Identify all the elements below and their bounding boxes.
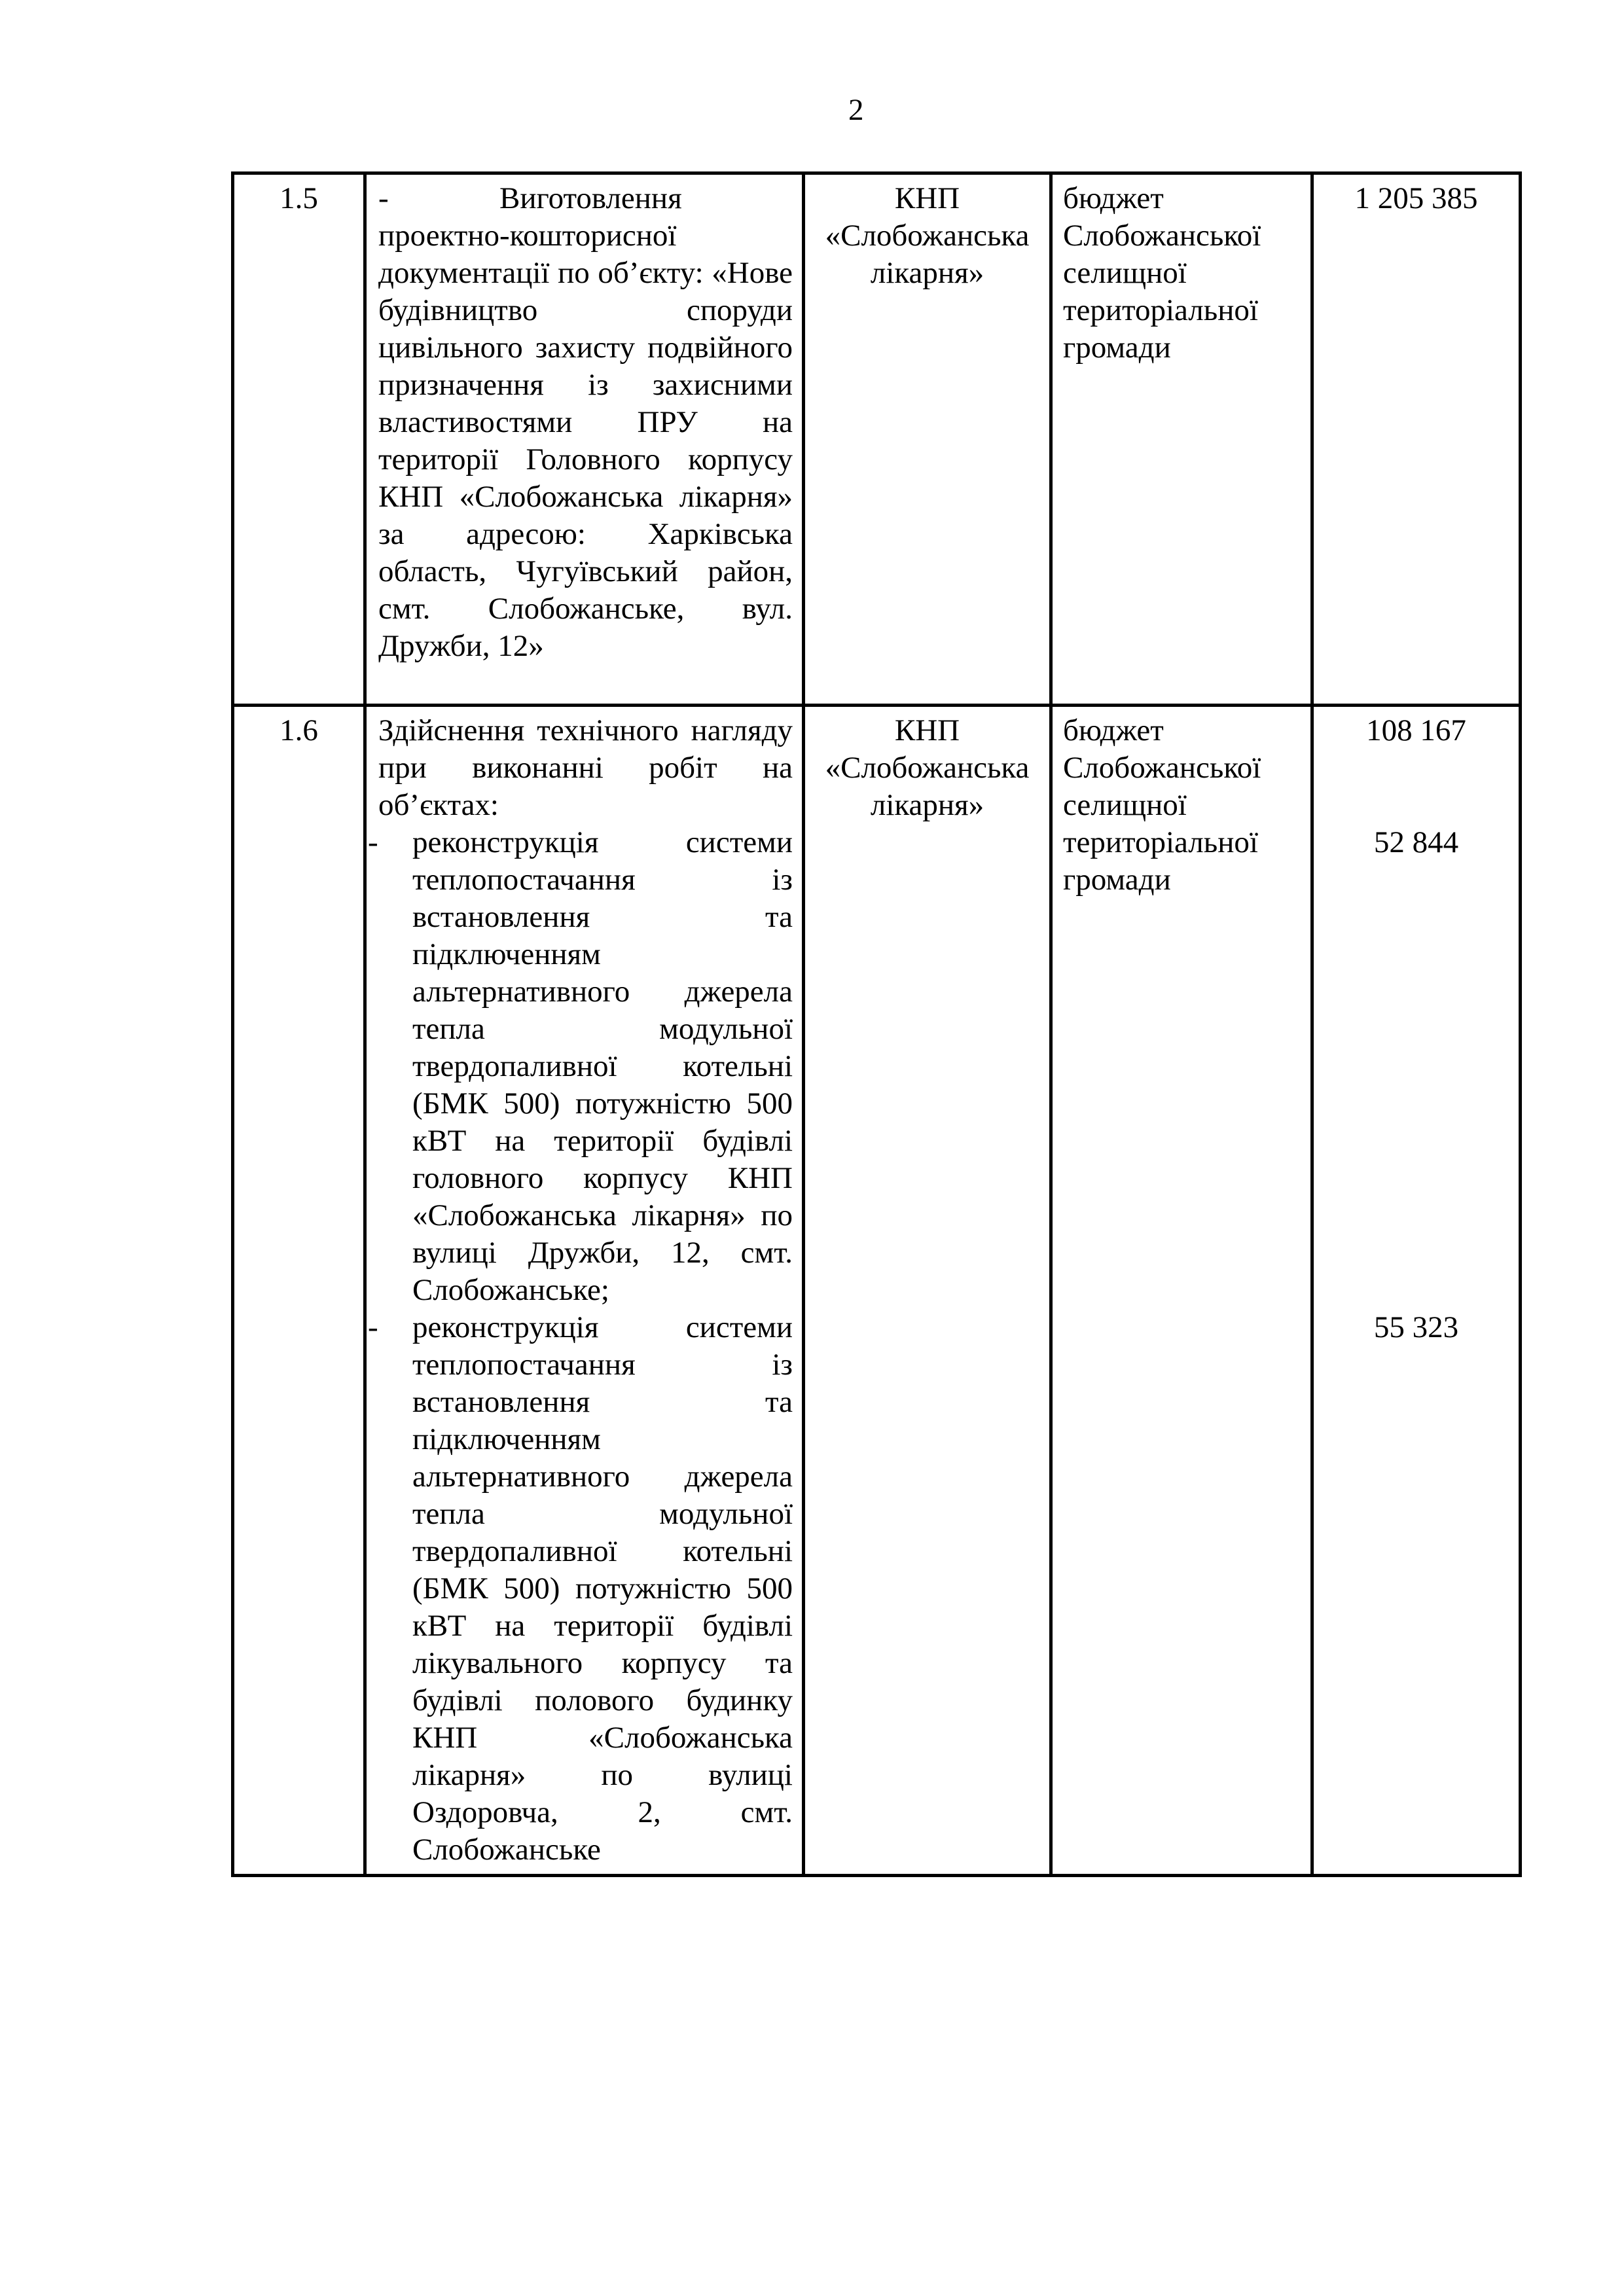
row-number-cell (233, 706, 365, 1876)
executor-cell (804, 706, 1051, 1876)
row-number-cell (233, 173, 365, 706)
description-cell (365, 706, 804, 1876)
dash-marker: - (368, 825, 378, 859)
funding-source-text: бюджет Слобожанської селищної територіальної громади (1063, 713, 1261, 897)
executor-text: КНП «Слобожанська лікарня» (825, 713, 1030, 822)
executor-text: КНП «Слобожанська лікарня» (825, 181, 1030, 290)
amount-cell (1312, 706, 1521, 1876)
funding-source-cell (1051, 706, 1312, 1876)
dash-marker: - (368, 1310, 378, 1344)
amount-cell (1312, 173, 1521, 706)
row-number: 1.5 (280, 181, 318, 215)
table-row-1-6 (233, 706, 1521, 1876)
table-row-1-5 (233, 173, 1521, 706)
amount-value: 55 323 (1373, 1310, 1459, 1344)
row-number: 1.6 (280, 713, 318, 747)
amount-value: 108 167 (1366, 713, 1466, 747)
executor-cell (804, 173, 1051, 706)
description-first-line (378, 180, 793, 217)
funding-source-text: бюджет Слобожанської селищної територіальної громади (1063, 181, 1261, 365)
description-first-word: Виготовлення (499, 181, 682, 215)
amount-value: 1 205 385 (1354, 181, 1478, 215)
list-item (368, 824, 793, 1309)
amount-value: 52 844 (1373, 825, 1459, 859)
description-intro: Здійснення технічного нагляду при виконанні робіт на об’єктах: (378, 713, 793, 822)
list-item (368, 1309, 793, 1869)
dash-marker: - (378, 181, 389, 215)
description-text: проектно-кошторисної документації по об’єкту: «Нове будівництво споруди цивільного захисту подвійного призначення із захисними властивостями ПРУ на території Головного корпусу КНП «Слобожанська лікарня» за адресою: Харківська область, Чугуївський район, смт. Слобожанське, вул. Дружби, 12» (378, 219, 793, 663)
description-cell (365, 173, 804, 706)
list-item-text: реконструкція системи теплопостачання із встановлення та підключенням альтернативного джерела тепла модульної твердопаливної котельні (БМК 500) потужністю 500 кВТ на території будівлі лікувального корпусу та будівлі полового будинку КНП «Слобожанська лікарня» по вулиці Оздоровча, 2, смт. Слобожанське (412, 1310, 793, 1867)
budget-activities-table (231, 171, 1522, 1877)
page-number: 2 (848, 93, 864, 127)
funding-source-cell (1051, 173, 1312, 706)
list-item-text: реконструкція системи теплопостачання із встановлення та підключенням альтернативного джерела тепла модульної твердопаливної котельні (БМК 500) потужністю 500 кВТ на території будівлі головного корпусу КНП «Слобожанська лікарня» по вулиці Дружби, 12, смт. Слобожанське; (412, 825, 793, 1307)
